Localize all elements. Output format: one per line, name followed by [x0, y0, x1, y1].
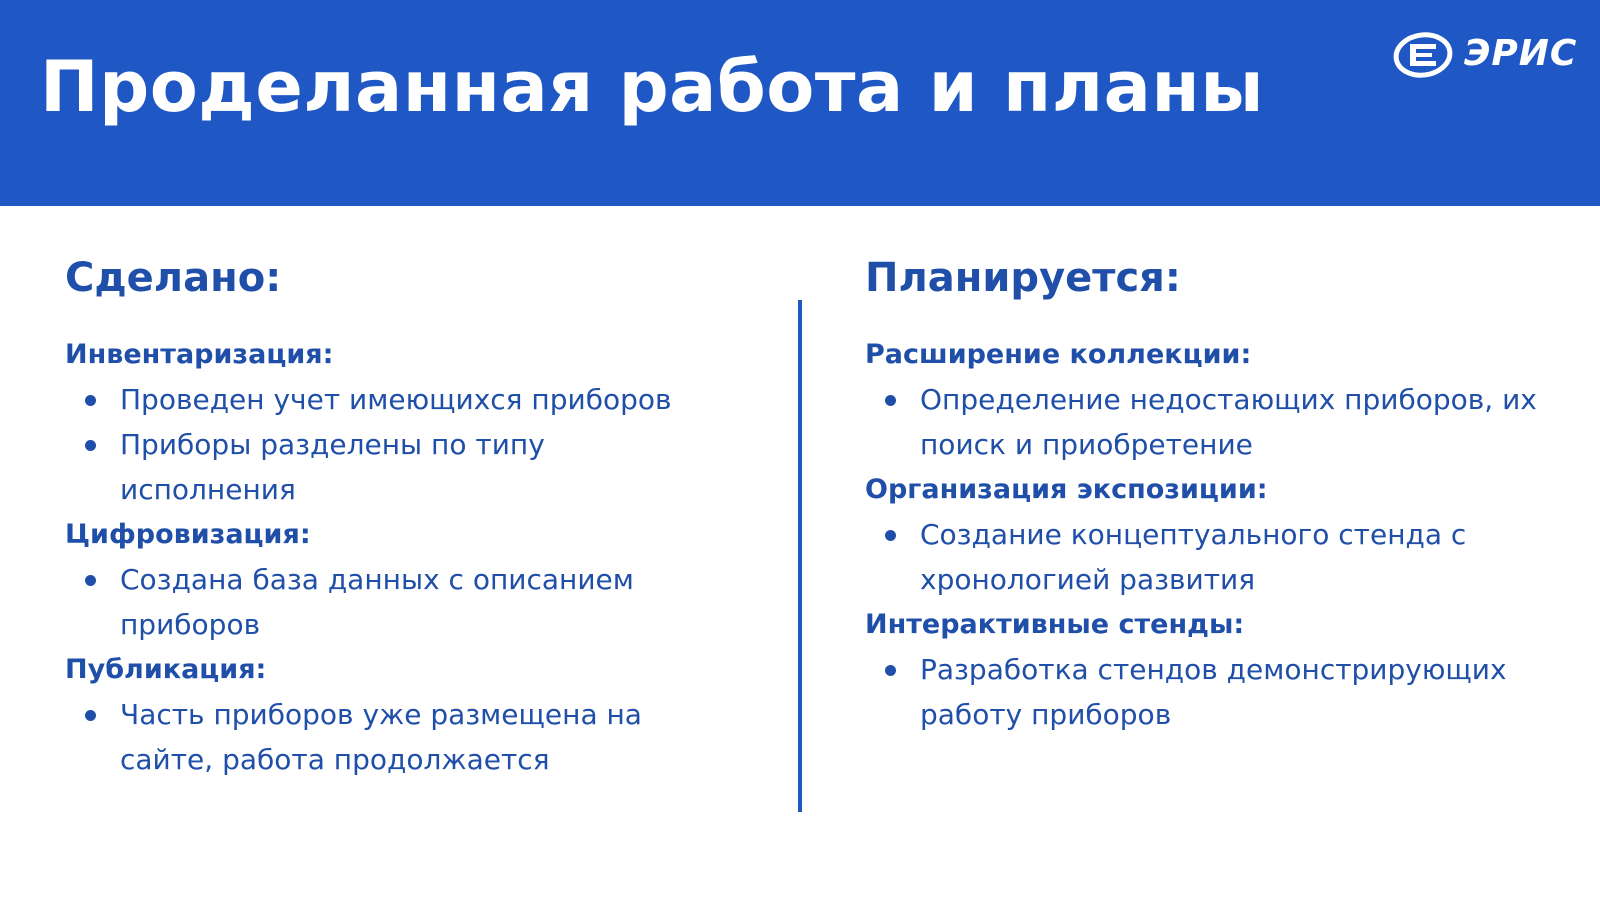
bullet-icon	[85, 440, 96, 451]
section-heading: Расширение коллекции:	[865, 339, 1252, 370]
bullet-icon	[885, 665, 896, 676]
logo-text: ЭРИС	[1464, 33, 1578, 74]
list-item	[865, 647, 1600, 737]
list-item	[65, 692, 690, 782]
done-title: Сделано:	[65, 255, 282, 301]
list-item-text: Проведен учет имеющихся приборов	[120, 383, 672, 416]
list-item-text: Создана база данных с описанием приборов	[120, 563, 634, 641]
planned-column	[865, 254, 1565, 737]
list-item-text: Часть приборов уже размещена на сайте, работа продолжается	[120, 698, 642, 776]
bullet-icon	[885, 530, 896, 541]
slide-title: Проделанная работа и планы	[40, 46, 1265, 128]
list-item	[865, 512, 1540, 602]
column-divider	[798, 300, 802, 812]
eris-logo-icon	[1392, 30, 1454, 80]
list-item-text: Определение недостающих приборов, их поиск и приобретение	[920, 383, 1537, 461]
bullet-icon	[85, 575, 96, 586]
done-column	[65, 254, 745, 782]
bullet-list	[865, 377, 1565, 467]
section-heading: Цифровизация:	[65, 519, 311, 550]
section-heading: Публикация:	[65, 654, 267, 685]
slide-header	[0, 0, 1600, 206]
list-item-text: Разработка стендов демонстрирующих работу приборов	[920, 653, 1507, 731]
section-heading: Организация экспозиции:	[865, 474, 1268, 505]
list-item-text: Приборы разделены по типу исполнения	[120, 428, 545, 506]
planned-title: Планируется:	[865, 255, 1181, 301]
bullet-list	[65, 692, 745, 782]
company-logo	[1392, 28, 1582, 88]
section-heading: Интерактивные стенды:	[865, 609, 1245, 640]
bullet-icon	[85, 710, 96, 721]
bullet-icon	[85, 395, 96, 406]
list-item	[65, 422, 580, 512]
bullet-list	[865, 512, 1565, 602]
bullet-list	[65, 557, 745, 647]
list-item	[65, 377, 745, 422]
bullet-icon	[885, 395, 896, 406]
bullet-list	[865, 647, 1565, 737]
list-item	[65, 557, 680, 647]
bullet-list	[65, 377, 745, 512]
list-item	[865, 377, 1580, 467]
list-item-text: Создание концептуального стенда с хронологией развития	[920, 518, 1467, 596]
section-heading: Инвентаризация:	[65, 339, 334, 370]
